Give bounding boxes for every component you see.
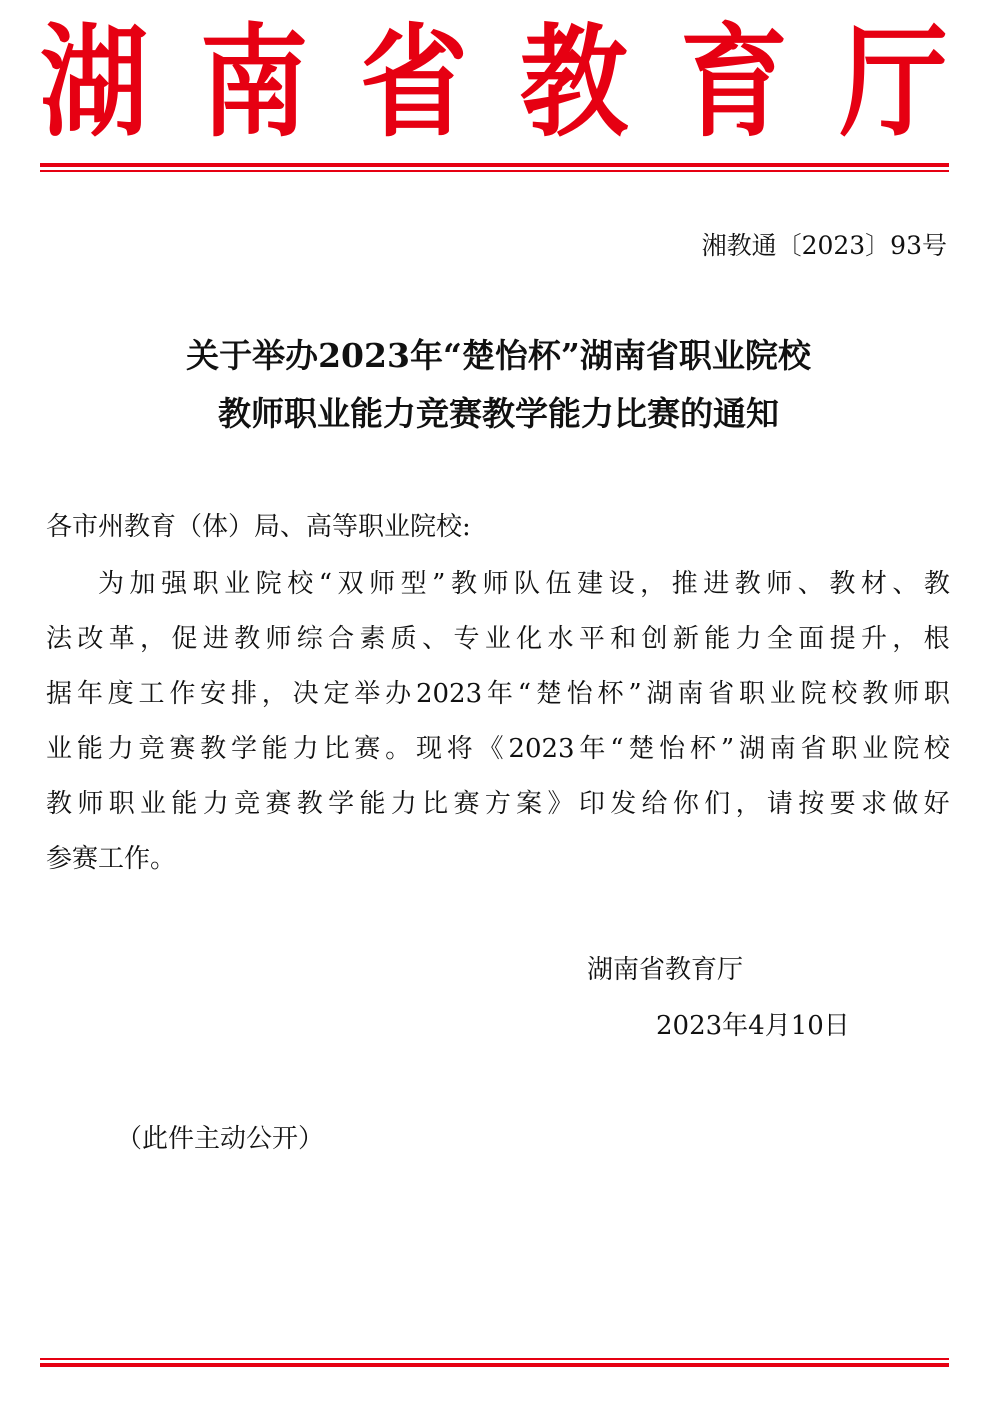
document-title [40, 327, 957, 443]
masthead-char: 省 [359, 13, 468, 154]
issuer-signature: 湖南省教育厅 [587, 955, 744, 985]
body-line: 教 师 职 业 能 力 竞 赛 教 学 能 力 比 赛 方 案 》 印 发 给 你 们 ， 请 按 要 求 做 好 [46, 789, 950, 819]
title-line: 关于举办2023年“楚怡杯”湖南省职业院校 [186, 336, 811, 375]
masthead-divider [40, 163, 949, 172]
masthead [40, 13, 948, 154]
body-paragraph [46, 557, 950, 887]
masthead-char: 湖 [40, 13, 149, 154]
title-line: 教师职业能力竞赛教学能力比赛的通知 [218, 394, 779, 433]
addressee: 各市州教育（体）局、高等职业院校: [46, 512, 471, 542]
body-line: 业 能 力 竞 赛 教 学 能 力 比 赛 。 现 将 《 2023 年 “ 楚 怡 杯 ” 湖 南 省 职 业 院 校 [46, 734, 950, 764]
divider-thick-line [40, 1363, 949, 1367]
issue-date: 2023年4月10日 [656, 1011, 850, 1041]
masthead-char: 教 [519, 13, 628, 154]
body-line: 为 加 强 职 业 院 校 “ 双 师 型 ” 教 师 队 伍 建 设 ， 推 进 教 师 、 教 材 、 教 [98, 569, 950, 599]
body-line: 法 改 革 ， 促 进 教 师 综 合 素 质 、 专 业 化 水 平 和 创 新 能 力 全 面 提 升 ， 根 [46, 624, 950, 654]
masthead-char: 南 [199, 13, 308, 154]
document-number: 湘教通〔2023〕93号 [701, 231, 947, 260]
footer-divider [40, 1358, 949, 1367]
body-line: 据 年 度 工 作 安 排 ， 决 定 举 办 2023 年 “ 楚 怡 杯 ” 湖 南 省 职 业 院 校 教 师 职 [46, 679, 950, 709]
body-line: 参赛工作。 [46, 844, 177, 874]
masthead-char: 厅 [839, 13, 948, 154]
divider-thin-line [40, 170, 949, 172]
masthead-char: 育 [679, 13, 788, 154]
disclosure-note: （此件主动公开） [116, 1124, 325, 1154]
